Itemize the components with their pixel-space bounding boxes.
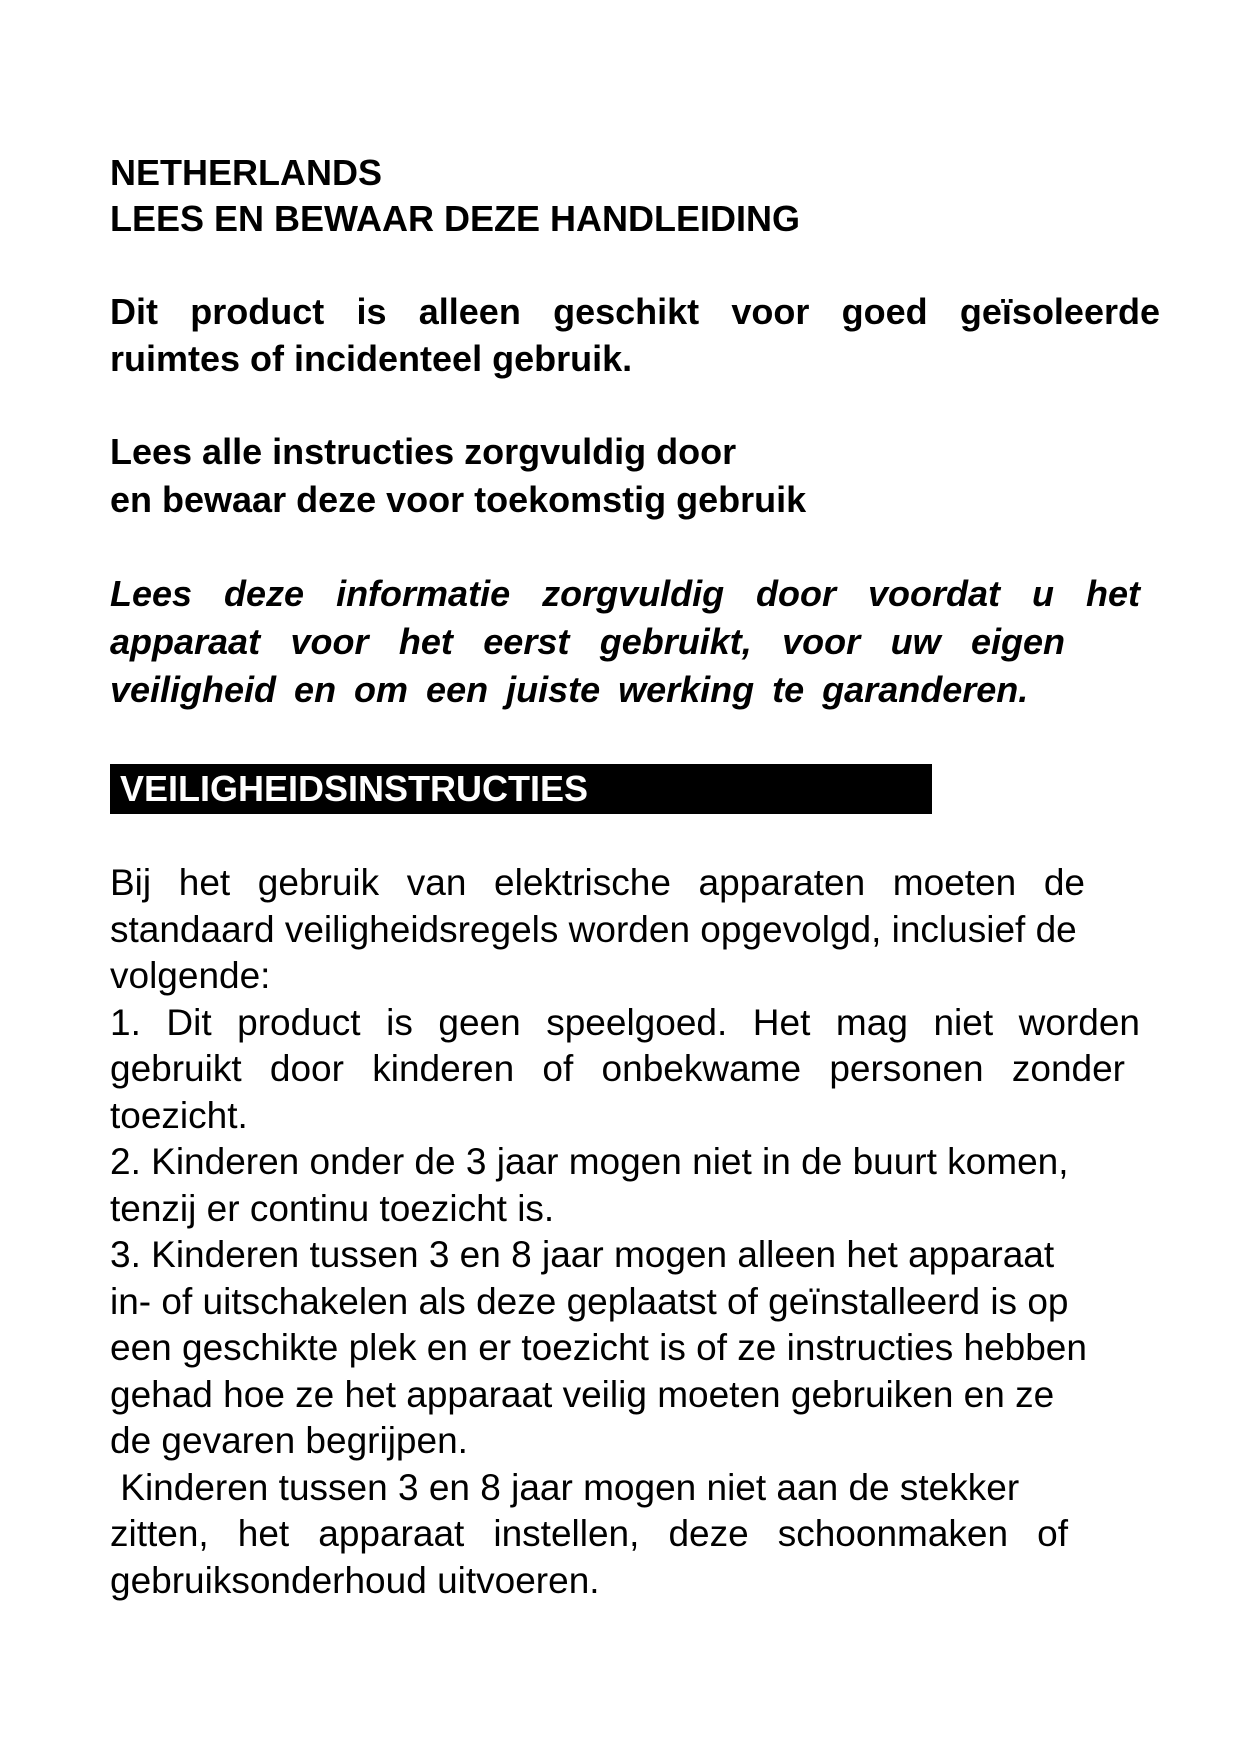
- section-title: VEILIGHEIDSINSTRUCTIES: [120, 768, 589, 809]
- header-block: [110, 150, 1160, 242]
- section-heading-bar: [110, 764, 932, 814]
- body-line: gehad hoe ze het apparaat veilig moeten gebruiken en ze: [110, 1373, 1055, 1415]
- body-line: zitten, het apparaat instellen, deze schoonmaken of: [110, 1513, 1068, 1554]
- body-line: 2. Kinderen onder de 3 jaar mogen niet in de buurt komen,: [110, 1141, 1069, 1182]
- body-line: tenzij er continu toezicht is.: [110, 1187, 555, 1229]
- instructions-line-2: en bewaar deze voor toekomstig gebruik: [110, 479, 807, 520]
- country-heading: NETHERLANDS: [110, 152, 383, 193]
- warning-line-2: ruimtes of incidenteel gebruik.: [110, 338, 633, 379]
- insulation-warning: [110, 288, 1160, 382]
- body-line: gebruiksonderhoud uitvoeren.: [110, 1559, 600, 1601]
- safety-instructions-body: [110, 860, 1150, 1604]
- warning-line-1: Dit product is alleen geschikt voor goed geïsoleerde: [110, 291, 1160, 332]
- body-line: Bij het gebruik van elektrische apparaten moeten de: [110, 862, 1085, 903]
- body-line: Kinderen tussen 3 en 8 jaar mogen niet aan de stekker: [110, 1466, 1020, 1508]
- body-line: volgende:: [110, 955, 271, 996]
- body-line: een geschikte plek en er toezicht is of ze instructies hebben: [110, 1327, 1087, 1368]
- italic-line-1: Lees deze informatie zorgvuldig door voordat u het: [110, 573, 1140, 614]
- body-line: gebruikt door kinderen of onbekwame personen zonder: [110, 1048, 1125, 1089]
- italic-line-3: veiligheid en om een juiste werking te garanderen.: [110, 669, 1029, 710]
- italic-safety-note: [110, 570, 1150, 714]
- read-instructions-note: [110, 428, 1160, 524]
- body-line: 1. Dit product is geen speelgoed. Het mag niet worden: [110, 1001, 1140, 1043]
- body-line: de gevaren begrijpen.: [110, 1420, 468, 1461]
- page-content: [110, 150, 1160, 1604]
- body-line: toezicht.: [110, 1094, 248, 1136]
- manual-title: LEES EN BEWAAR DEZE HANDLEIDING: [110, 198, 801, 239]
- body-line: in- of uitschakelen als deze geplaatst of geïnstalleerd is op: [110, 1280, 1069, 1322]
- body-line: 3. Kinderen tussen 3 en 8 jaar mogen alleen het apparaat: [110, 1234, 1055, 1275]
- body-line: standaard veiligheidsregels worden opgevolgd, inclusief de: [110, 908, 1077, 950]
- instructions-line-1: Lees alle instructies zorgvuldig door: [110, 431, 737, 472]
- italic-line-2: apparaat voor het eerst gebruikt, voor uw eigen: [110, 621, 1065, 662]
